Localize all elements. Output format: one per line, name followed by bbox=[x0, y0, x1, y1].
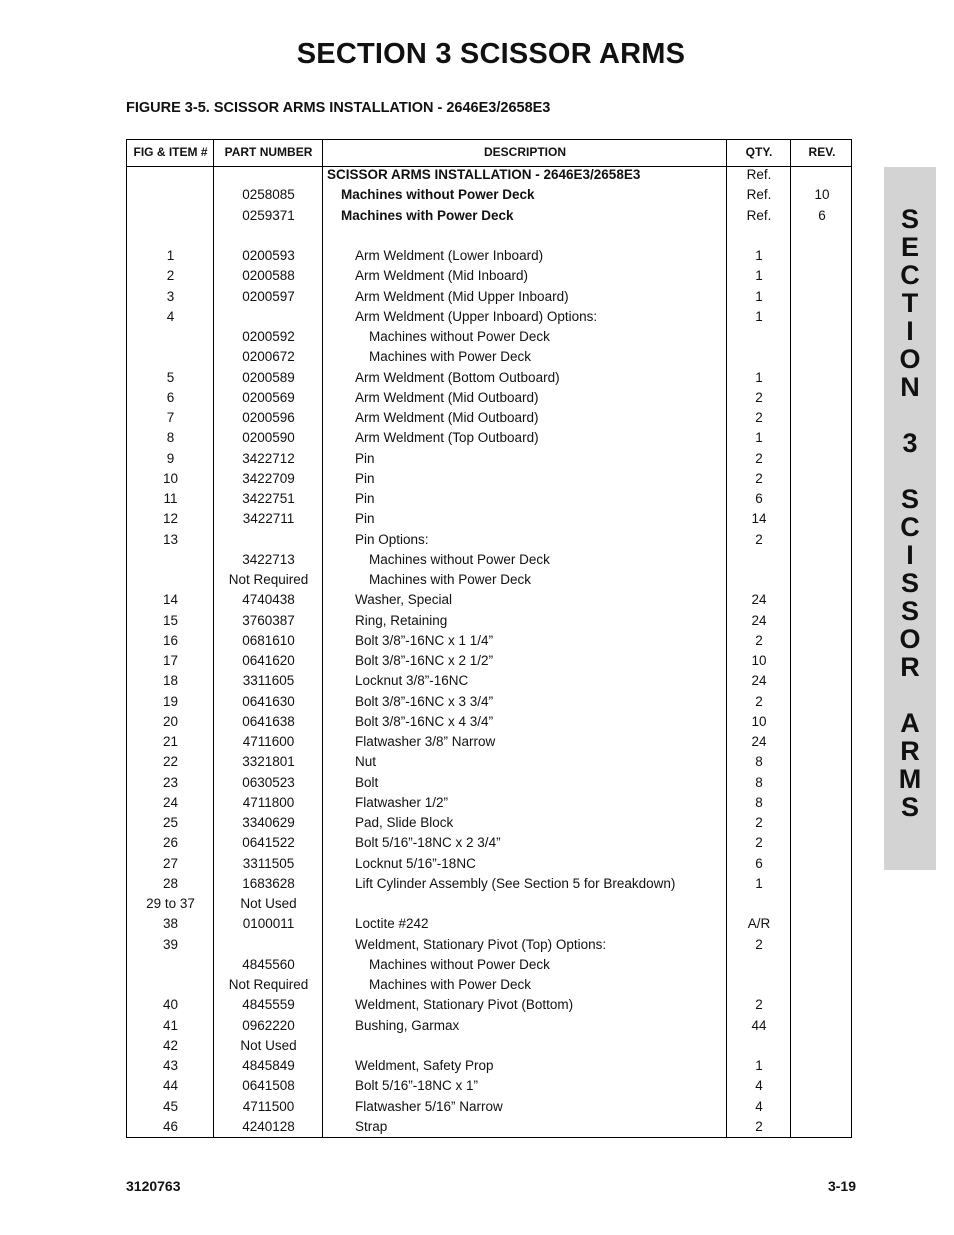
header-description: DESCRIPTION bbox=[483, 145, 566, 159]
quantity: 24 bbox=[751, 673, 767, 689]
item-number: 41 bbox=[162, 1017, 179, 1033]
table-row bbox=[127, 390, 851, 410]
side-tab-letter: S bbox=[900, 568, 919, 598]
table-row bbox=[127, 430, 851, 450]
quantity: 2 bbox=[755, 410, 763, 425]
description: Bolt 3/8”-16NC x 3 3/4” bbox=[355, 693, 494, 709]
part-number: 4711800 bbox=[242, 794, 295, 810]
part-number: 3311505 bbox=[242, 855, 295, 871]
table-row bbox=[127, 167, 851, 187]
description: Loctite #242 bbox=[355, 916, 429, 932]
quantity: 2 bbox=[755, 936, 763, 952]
document-number: 3120763 bbox=[126, 1178, 181, 1194]
item-number: 19 bbox=[162, 693, 179, 709]
table-row bbox=[127, 208, 851, 228]
side-tab-letter: C bbox=[900, 512, 920, 542]
table-row bbox=[127, 268, 851, 288]
item-number: 15 bbox=[162, 612, 179, 628]
quantity: 24 bbox=[751, 612, 767, 628]
quantity: 1 bbox=[755, 248, 763, 263]
item-number: 38 bbox=[162, 916, 179, 932]
revision: 6 bbox=[818, 207, 826, 223]
table-row bbox=[127, 815, 851, 835]
item-number: 20 bbox=[162, 713, 179, 729]
side-tab-letter: T bbox=[901, 288, 919, 318]
description: Flatwasher 3/8” Narrow bbox=[355, 734, 496, 749]
item-number: 43 bbox=[162, 1058, 179, 1073]
table-row bbox=[127, 856, 851, 876]
table-row bbox=[127, 410, 851, 430]
part-number: 0200589 bbox=[242, 369, 295, 385]
part-number: 3422751 bbox=[242, 491, 295, 506]
part-number: 3422713 bbox=[242, 551, 295, 567]
table-row bbox=[127, 349, 851, 369]
part-number: 0962220 bbox=[242, 1017, 295, 1033]
part-number: 0641508 bbox=[242, 1078, 295, 1094]
part-number: 0630523 bbox=[242, 774, 295, 790]
part-number: 0200672 bbox=[242, 349, 295, 365]
description: SCISSOR ARMS INSTALLATION - 2646E3/2658E3 bbox=[327, 167, 641, 182]
quantity: 6 bbox=[755, 491, 763, 506]
table-row bbox=[127, 471, 851, 491]
item-number: 6 bbox=[166, 389, 175, 405]
table-row bbox=[127, 734, 851, 754]
item-number: 4 bbox=[166, 308, 175, 324]
table-row bbox=[127, 876, 851, 896]
part-number: 0200590 bbox=[242, 430, 295, 446]
side-tab-letter: S bbox=[900, 484, 919, 514]
item-number: 1 bbox=[166, 248, 175, 263]
table-row bbox=[127, 451, 851, 471]
quantity: A/R bbox=[747, 916, 771, 932]
part-number: 4711600 bbox=[242, 734, 295, 749]
part-number: 0259371 bbox=[242, 207, 295, 223]
table-row bbox=[127, 977, 851, 997]
table-row bbox=[127, 228, 851, 248]
description: Bolt 3/8”-16NC x 1 1/4” bbox=[355, 632, 494, 648]
description: Bolt bbox=[355, 774, 379, 790]
quantity: 4 bbox=[755, 1098, 763, 1114]
description: Arm Weldment (Upper Inboard) Options: bbox=[355, 308, 598, 324]
description: Bolt 5/16”-18NC x 2 3/4” bbox=[355, 835, 501, 851]
side-tab-letter: S bbox=[900, 792, 919, 822]
description: Flatwasher 1/2” bbox=[355, 794, 449, 810]
part-number: 4845559 bbox=[242, 997, 295, 1013]
description: Arm Weldment (Mid Upper Inboard) bbox=[355, 288, 569, 304]
quantity: 2 bbox=[755, 815, 763, 830]
item-number: 23 bbox=[162, 774, 179, 790]
item-number: 21 bbox=[162, 734, 179, 749]
description: Locknut 5/16”-18NC bbox=[355, 855, 476, 871]
part-number: 3340629 bbox=[242, 815, 295, 830]
part-number: 3422712 bbox=[242, 450, 295, 466]
part-number: 3422711 bbox=[242, 511, 295, 527]
quantity: 2 bbox=[755, 693, 763, 709]
description: Machines with Power Deck bbox=[369, 349, 532, 365]
quantity: 6 bbox=[755, 855, 763, 871]
part-number: Not Used bbox=[240, 896, 297, 911]
description: Arm Weldment (Top Outboard) bbox=[355, 430, 539, 446]
header-rev: REV. bbox=[808, 145, 836, 159]
description: Machines without Power Deck bbox=[341, 187, 535, 203]
item-number: 5 bbox=[166, 369, 175, 385]
quantity: 2 bbox=[755, 531, 763, 547]
quantity: 2 bbox=[755, 997, 763, 1013]
side-tab-letter: S bbox=[900, 204, 919, 234]
description: Arm Weldment (Bottom Outboard) bbox=[355, 369, 560, 385]
description: Pin bbox=[355, 470, 375, 486]
description: Arm Weldment (Mid Inboard) bbox=[355, 268, 529, 284]
item-number: 25 bbox=[162, 815, 179, 830]
table-row bbox=[127, 633, 851, 653]
part-number: 4845560 bbox=[242, 956, 295, 972]
description: Pin bbox=[355, 511, 375, 527]
quantity: 8 bbox=[755, 794, 763, 810]
table-row bbox=[127, 1078, 851, 1098]
quantity: 1 bbox=[755, 875, 763, 891]
description: Bolt 3/8”-16NC x 4 3/4” bbox=[355, 713, 494, 729]
quantity: 10 bbox=[751, 653, 767, 668]
item-number: 10 bbox=[162, 470, 179, 486]
table-row bbox=[127, 1119, 851, 1139]
table-row bbox=[127, 937, 851, 957]
table-row bbox=[127, 835, 851, 855]
part-number: 3311605 bbox=[242, 673, 295, 689]
item-number: 24 bbox=[162, 794, 179, 810]
revision: 10 bbox=[814, 187, 830, 203]
item-number: 13 bbox=[162, 531, 179, 547]
table-row bbox=[127, 491, 851, 511]
item-number: 14 bbox=[162, 592, 179, 608]
table-row bbox=[127, 775, 851, 795]
item-number: 11 bbox=[163, 491, 178, 506]
part-number: 0200569 bbox=[242, 389, 295, 405]
quantity: 8 bbox=[755, 774, 763, 790]
side-tab-letter: S bbox=[900, 596, 919, 626]
quantity: 1 bbox=[755, 288, 763, 304]
side-tab-letter: R bbox=[900, 736, 920, 766]
table-row bbox=[127, 795, 851, 815]
part-number: 0200592 bbox=[242, 329, 295, 344]
part-number: 3422709 bbox=[242, 470, 295, 486]
table-row bbox=[127, 896, 851, 916]
table-row bbox=[127, 532, 851, 552]
item-number: 9 bbox=[166, 450, 175, 466]
part-number: 0200593 bbox=[242, 248, 295, 263]
side-tab-letter: I bbox=[906, 316, 914, 346]
description: Weldment, Safety Prop bbox=[355, 1058, 494, 1073]
quantity: 1 bbox=[755, 308, 763, 324]
part-number: 0200588 bbox=[242, 268, 295, 284]
quantity: 1 bbox=[755, 268, 763, 284]
item-number: 27 bbox=[162, 855, 179, 871]
item-number: 44 bbox=[162, 1078, 179, 1094]
quantity: 2 bbox=[755, 389, 763, 405]
description: Arm Weldment (Mid Outboard) bbox=[355, 389, 539, 405]
table-row bbox=[127, 653, 851, 673]
description: Bolt 3/8”-16NC x 2 1/2” bbox=[355, 653, 494, 668]
part-number: 0641638 bbox=[242, 713, 295, 729]
part-number: 4740438 bbox=[242, 592, 295, 608]
description: Machines with Power Deck bbox=[369, 977, 532, 992]
item-number: 28 bbox=[162, 875, 179, 891]
item-number: 46 bbox=[162, 1118, 179, 1134]
quantity: Ref. bbox=[746, 167, 772, 182]
part-number: 3760387 bbox=[242, 612, 295, 628]
part-number: 0681610 bbox=[242, 632, 295, 648]
quantity: 1 bbox=[755, 1058, 763, 1073]
side-tab-letter: C bbox=[900, 260, 920, 290]
table-row bbox=[127, 1099, 851, 1119]
table-row bbox=[127, 552, 851, 572]
description: Lift Cylinder Assembly (See Section 5 for Breakdown) bbox=[355, 875, 676, 891]
table-row bbox=[127, 572, 851, 592]
side-tab-letter: R bbox=[900, 652, 920, 682]
parts-table bbox=[126, 139, 852, 1138]
item-number: 42 bbox=[162, 1037, 179, 1053]
description: Machines without Power Deck bbox=[369, 551, 550, 567]
table-row bbox=[127, 673, 851, 693]
part-number: 0200596 bbox=[242, 410, 295, 425]
quantity: 2 bbox=[755, 632, 763, 648]
part-number: 0641630 bbox=[242, 693, 295, 709]
side-tab-letter: M bbox=[898, 764, 922, 794]
header-qty: QTY. bbox=[745, 145, 773, 159]
table-row bbox=[127, 1038, 851, 1058]
section-title: SECTION 3 SCISSOR ARMS bbox=[296, 38, 686, 70]
table-row bbox=[127, 329, 851, 349]
side-tab-letter: O bbox=[899, 344, 921, 374]
figure-title: FIGURE 3-5. SCISSOR ARMS INSTALLATION - 2646E3/2658E3 bbox=[126, 100, 551, 116]
description: Locknut 3/8”-16NC bbox=[355, 673, 469, 689]
description: Weldment, Stationary Pivot (Top) Options: bbox=[355, 936, 607, 952]
quantity: 2 bbox=[755, 1118, 763, 1134]
description: Machines with Power Deck bbox=[341, 207, 514, 223]
description: Weldment, Stationary Pivot (Bottom) bbox=[355, 997, 574, 1013]
table-row bbox=[127, 714, 851, 734]
table-row bbox=[127, 997, 851, 1017]
part-number: 0258085 bbox=[242, 187, 295, 203]
quantity: 1 bbox=[755, 369, 763, 385]
table-row bbox=[127, 1058, 851, 1078]
table-row bbox=[127, 511, 851, 531]
table-row bbox=[127, 592, 851, 612]
part-number: 3321801 bbox=[242, 754, 295, 770]
description: Arm Weldment (Mid Outboard) bbox=[355, 410, 539, 425]
item-number: 3 bbox=[166, 288, 175, 304]
part-number: 0100011 bbox=[242, 916, 295, 932]
description: Bushing, Garmax bbox=[355, 1017, 460, 1033]
quantity: 2 bbox=[755, 835, 763, 851]
description: Bolt 5/16”-18NC x 1” bbox=[355, 1078, 479, 1094]
quantity: 24 bbox=[751, 734, 767, 749]
quantity: 10 bbox=[751, 713, 767, 729]
side-tab-letter: I bbox=[906, 540, 914, 570]
table-row bbox=[127, 248, 851, 268]
table-row bbox=[127, 694, 851, 714]
quantity: 2 bbox=[755, 470, 763, 486]
quantity: 1 bbox=[755, 430, 763, 446]
item-number: 16 bbox=[162, 632, 179, 648]
description: Ring, Retaining bbox=[355, 612, 448, 628]
quantity: 24 bbox=[751, 592, 767, 608]
part-number: Not Required bbox=[228, 572, 309, 587]
page-number: 3-19 bbox=[827, 1178, 856, 1194]
part-number: 4845849 bbox=[242, 1058, 295, 1073]
item-number: 7 bbox=[166, 410, 175, 425]
quantity: Ref. bbox=[746, 187, 772, 203]
part-number: Not Required bbox=[228, 977, 309, 992]
table-row bbox=[127, 754, 851, 774]
side-tab-letter: A bbox=[900, 708, 920, 738]
description: Machines without Power Deck bbox=[369, 956, 550, 972]
header-item: FIG & ITEM # bbox=[133, 145, 208, 159]
description: Washer, Special bbox=[355, 592, 453, 608]
side-tab-letter: O bbox=[899, 624, 921, 654]
item-number: 45 bbox=[162, 1098, 179, 1114]
section-side-tab bbox=[884, 167, 936, 870]
description: Machines with Power Deck bbox=[369, 572, 532, 587]
table-row bbox=[127, 309, 851, 329]
item-number: 2 bbox=[166, 268, 175, 284]
table-row bbox=[127, 613, 851, 633]
description: Pad, Slide Block bbox=[355, 815, 454, 830]
table-row bbox=[127, 187, 851, 207]
description: Strap bbox=[355, 1118, 388, 1134]
header-part-number: PART NUMBER bbox=[224, 145, 313, 159]
item-number: 22 bbox=[162, 754, 179, 770]
part-number: 4711500 bbox=[242, 1098, 295, 1114]
item-number: 8 bbox=[166, 430, 175, 446]
description: Machines without Power Deck bbox=[369, 329, 550, 344]
description: Pin bbox=[355, 450, 375, 466]
table-row bbox=[127, 289, 851, 309]
quantity: 44 bbox=[751, 1017, 767, 1033]
item-number: 39 bbox=[162, 936, 179, 952]
description: Pin Options: bbox=[355, 531, 429, 547]
quantity: 2 bbox=[755, 450, 763, 466]
part-number: 4240128 bbox=[242, 1118, 295, 1134]
side-tab-letter: 3 bbox=[902, 428, 918, 458]
table-row bbox=[127, 1018, 851, 1038]
description: Arm Weldment (Lower Inboard) bbox=[355, 248, 544, 263]
quantity: Ref. bbox=[746, 207, 772, 223]
part-number: 1683628 bbox=[242, 875, 295, 891]
part-number: 0641522 bbox=[242, 835, 295, 851]
description: Flatwasher 5/16” Narrow bbox=[355, 1098, 503, 1114]
side-tab-letter: E bbox=[900, 232, 919, 262]
item-number: 40 bbox=[162, 997, 179, 1013]
quantity: 8 bbox=[755, 754, 763, 770]
item-number: 29 to 37 bbox=[146, 896, 195, 911]
part-number: 0641620 bbox=[242, 653, 295, 668]
quantity: 14 bbox=[751, 511, 767, 527]
part-number: Not Used bbox=[240, 1037, 297, 1053]
description: Nut bbox=[355, 754, 377, 770]
description: Pin bbox=[355, 491, 375, 506]
table-row bbox=[127, 957, 851, 977]
item-number: 26 bbox=[162, 835, 179, 851]
side-tab-letter: N bbox=[900, 372, 920, 402]
part-number: 0200597 bbox=[242, 288, 295, 304]
item-number: 18 bbox=[162, 673, 179, 689]
table-row bbox=[127, 370, 851, 390]
table-row bbox=[127, 916, 851, 936]
item-number: 17 bbox=[162, 653, 179, 668]
item-number: 12 bbox=[162, 511, 179, 527]
quantity: 4 bbox=[755, 1078, 763, 1094]
